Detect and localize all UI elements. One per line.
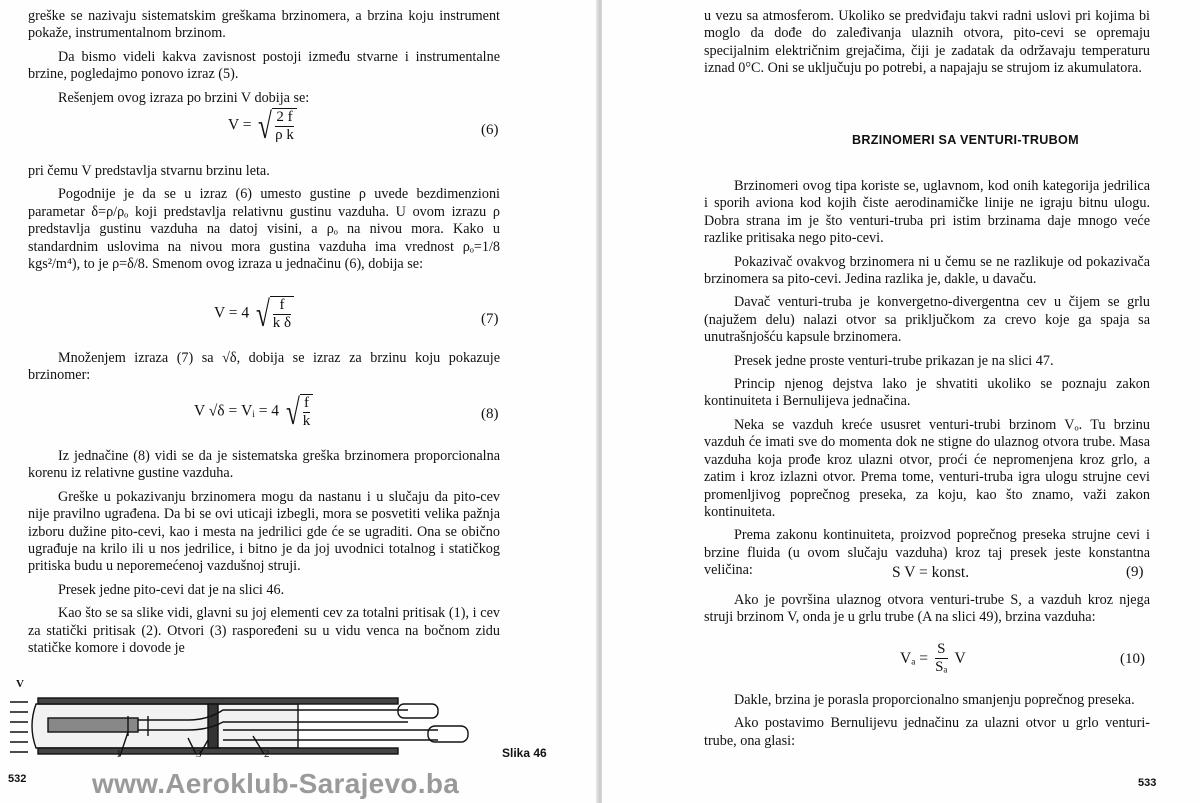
label-2: 2 [264,748,270,760]
paragraph: Ako postavimo Bernulijevu jednačinu za ulazni otvor u grlo venturi-trube, ona glasi: [704,715,1150,749]
left-text-1 [28,8,500,113]
right-text-3 [704,592,1150,633]
left-page [0,0,598,803]
equation-lhs: V = [228,116,252,134]
equation-8 [194,394,313,430]
paragraph: Greške u pokazivanju brzinomera mogu da nastanu i u slučaju da pito-cev nije pravilno ugrađena. Da bi se ovi uticaji izbegli, mora se posvetiti velika pažnja izboru dužine pito-cevi, kao i mesta na jedrilici gde će se ugraditi. Ona se obično ugrađuje na krilo ili u nos jedrilice, i bitno je da joj uvodnici totalnog i statičkog pritiska budu u neporemećenoj vazdušnoj struji. [28,488,500,575]
page-number-left: 532 [8,773,27,785]
denominator: ρ k [275,127,294,143]
paragraph: Davač venturi-truba je konvergetno-divergentna cev u čijem se grlu (najužem delu) nalazi otvor sa priključkom za crevo koje ga spaja sa unutrašnjošću kapsule brzinomera. [704,294,1150,346]
paragraph: Iz jednačine (8) vidi se da je sistematska greška brzinomera proporcionalna korenu iz relativne gustine vazduha. [28,448,500,482]
paragraph: Princip njenog dejstva lako je shvatiti ukoliko se poznaju zakon kontinuiteta i Bernulijeva jednačina. [704,376,1150,410]
equation-9: S V = konst. [892,564,970,581]
equation-number: (7) [481,311,499,327]
paragraph: Ako je površina ulaznog otvora venturi-trube S, a vazduh kroz njega struji brzinom V, onda je u grlu trube (A na slici 49), brzina vazduha: [704,592,1150,626]
paragraph: Pokazivač ovakvog brzinomera ni u čemu se ne razlikuje od pokazivača brzinomera sa pito-cevi. Jedina razlika je, dakle, u davaču. [704,253,1150,288]
right-text-2 [704,178,1150,586]
numerator: 2 f [276,109,293,125]
paragraph: Da bismo videli kakva zavisnost postoji između stvarne i instrumentalne brzine, pogledajmo ponovo izraz (5). [28,48,500,83]
numerator: f [303,395,309,411]
fraction [272,108,297,144]
paragraph: Presek jedne proste venturi-trube prikazan je na slici 47. [734,352,1054,369]
paragraph: Kao što se sa slike vidi, glavni su joj elementi cev za totalni pritisak (1), i cev za statički pritisak (2). Otvori (3) raspoređeni su u vidu venca na bočnom zidu statičke komore i dovode je [28,605,500,657]
equation-number: (8) [481,406,499,422]
equation-lhs: Vₐ = [900,649,929,667]
numerator: f [273,297,291,315]
paragraph: Pogodnije je da se u izraz (6) umesto gustine ρ uvede bezdimenzioni parametar δ=ρ/ρₒ koji predstavlja relativnu gustinu vazduha. U ovom izrazu ρ predstavlja gustinu vazduha na datoj visini, a ρₒ na nivou mora. Kako u standardnim uslovima na nivou mora gustina vazduha ima vrednost ρₒ=1/8 kgs²/m⁴), to je ρ=δ/8. Smenom ovog izraza u jednačinu (6), dobija se: [28,186,500,273]
paragraph: Brzinomeri ovog tipa koriste se, uglavnom, kod onih kategorija jedrilica i sporih aviona kod kojih čiste aerodinamičke linije ne igraju bitnu ulogu. Dobra strana im je što venturi-truba pri istim brzinama daje mnogo veće razlike pritisaka nego pito-cevi. [704,178,1150,247]
denominator: Sₐ [935,659,948,675]
equation-number: (6) [481,122,499,138]
section-heading: BRZINOMERI SA VENTURI-TRUBOM [852,133,1079,147]
equation-number: (10) [1120,651,1145,667]
right-text-1 [704,8,1150,84]
paragraph: Neka se vazduh kreće ususret venturi-trubi brzinom Vₒ. Tu brzinu vazduh će imati sve do momenta dok ne stigne do ulaznog otvora trube. Masa vazduha koja prođe kroz ulazni otvor, proći će nepromenjena kroz grlo, a zatim i kroz izlazni otvor. Prema tome, venturi-truba igra ulogu strujne cevi promenljivog poprečnog preseka, za koju, kao što znamo, važi zakon kontinuiteta. [704,416,1150,520]
right-page [602,0,1200,803]
label-3: 3 [196,748,202,760]
sqrt: √ $\frac{f}{\text{k δ}}$ [253,296,294,332]
equation-number: (9) [1126,564,1144,580]
paragraph: Presek jedne pito-cevi dat je na slici 46. [58,581,285,598]
fraction [932,641,950,676]
equation-6 [228,108,297,144]
paragraph: pri čemu V predstavlja stvarnu brzinu leta. [28,163,270,179]
left-text-2 [28,163,500,279]
sqrt: √ $\frac{2 f}{\text{ρ k}}$ [255,108,297,144]
paragraph: greške se nazivaju sistematskim greškama brzinomera, a brzina koju instrument pokaže, instrumentalnom brzinom. [28,8,500,42]
pitot-tube-drawing [8,676,478,762]
denominator: k δ [272,315,292,331]
equation-lhs: V = 4 [214,304,250,322]
watermark: www.Aeroklub-Sarajevo.ba [92,768,460,799]
paragraph: u vezu sa atmosferom. Ukoliko se predviđaju takvi radni uslovi pri kojima bi moglo da dođe do zaleđivanja ulaznih otvora, pito-cevi se opremaju specijalnim električnim grejačima, čiji je zadatak da održavaju temperaturu iznad 0°C. Oni se uključuju po potrebi, a napajaju se strujom iz akumulatora. [704,8,1150,77]
denominator: k [302,413,311,429]
fraction [270,296,294,332]
velocity-label: V [16,678,24,690]
sqrt: √ $\frac{f}{k}$ [283,394,313,430]
left-text-3 [28,350,500,391]
numerator: S [935,641,947,659]
equation-7 [214,296,294,332]
fraction [300,394,314,430]
right-text-4 [704,692,1150,756]
equation-lhs: V √δ = Vᵢ = 4 [194,402,280,420]
page-number-right: 533 [1138,777,1157,789]
pitot-tube-figure [8,676,478,767]
paragraph: Dakle, brzina je porasla proporcionalno smanjenju poprečnog preseka. [734,692,1135,708]
figure-caption: Slika 46 [502,746,547,760]
paragraph: Prema zakonu kontinuiteta, proizvod poprečnog preseka strujne cevi i brzine fluida (u ovom slučaju vazduha) kroz taj presek jeste konstantna veličina: [704,527,1150,579]
paragraph: Rešenjem ovog izraza po brzini V dobija se: [58,89,310,106]
equation-10 [900,641,966,676]
equation-rhs: V [954,649,966,667]
left-text-4 [28,448,500,663]
label-1: 1 [116,748,122,760]
paragraph: Množenjem izraza (7) sa √δ, dobija se izraz za brzinu koju pokazuje brzinomer: [28,350,500,384]
